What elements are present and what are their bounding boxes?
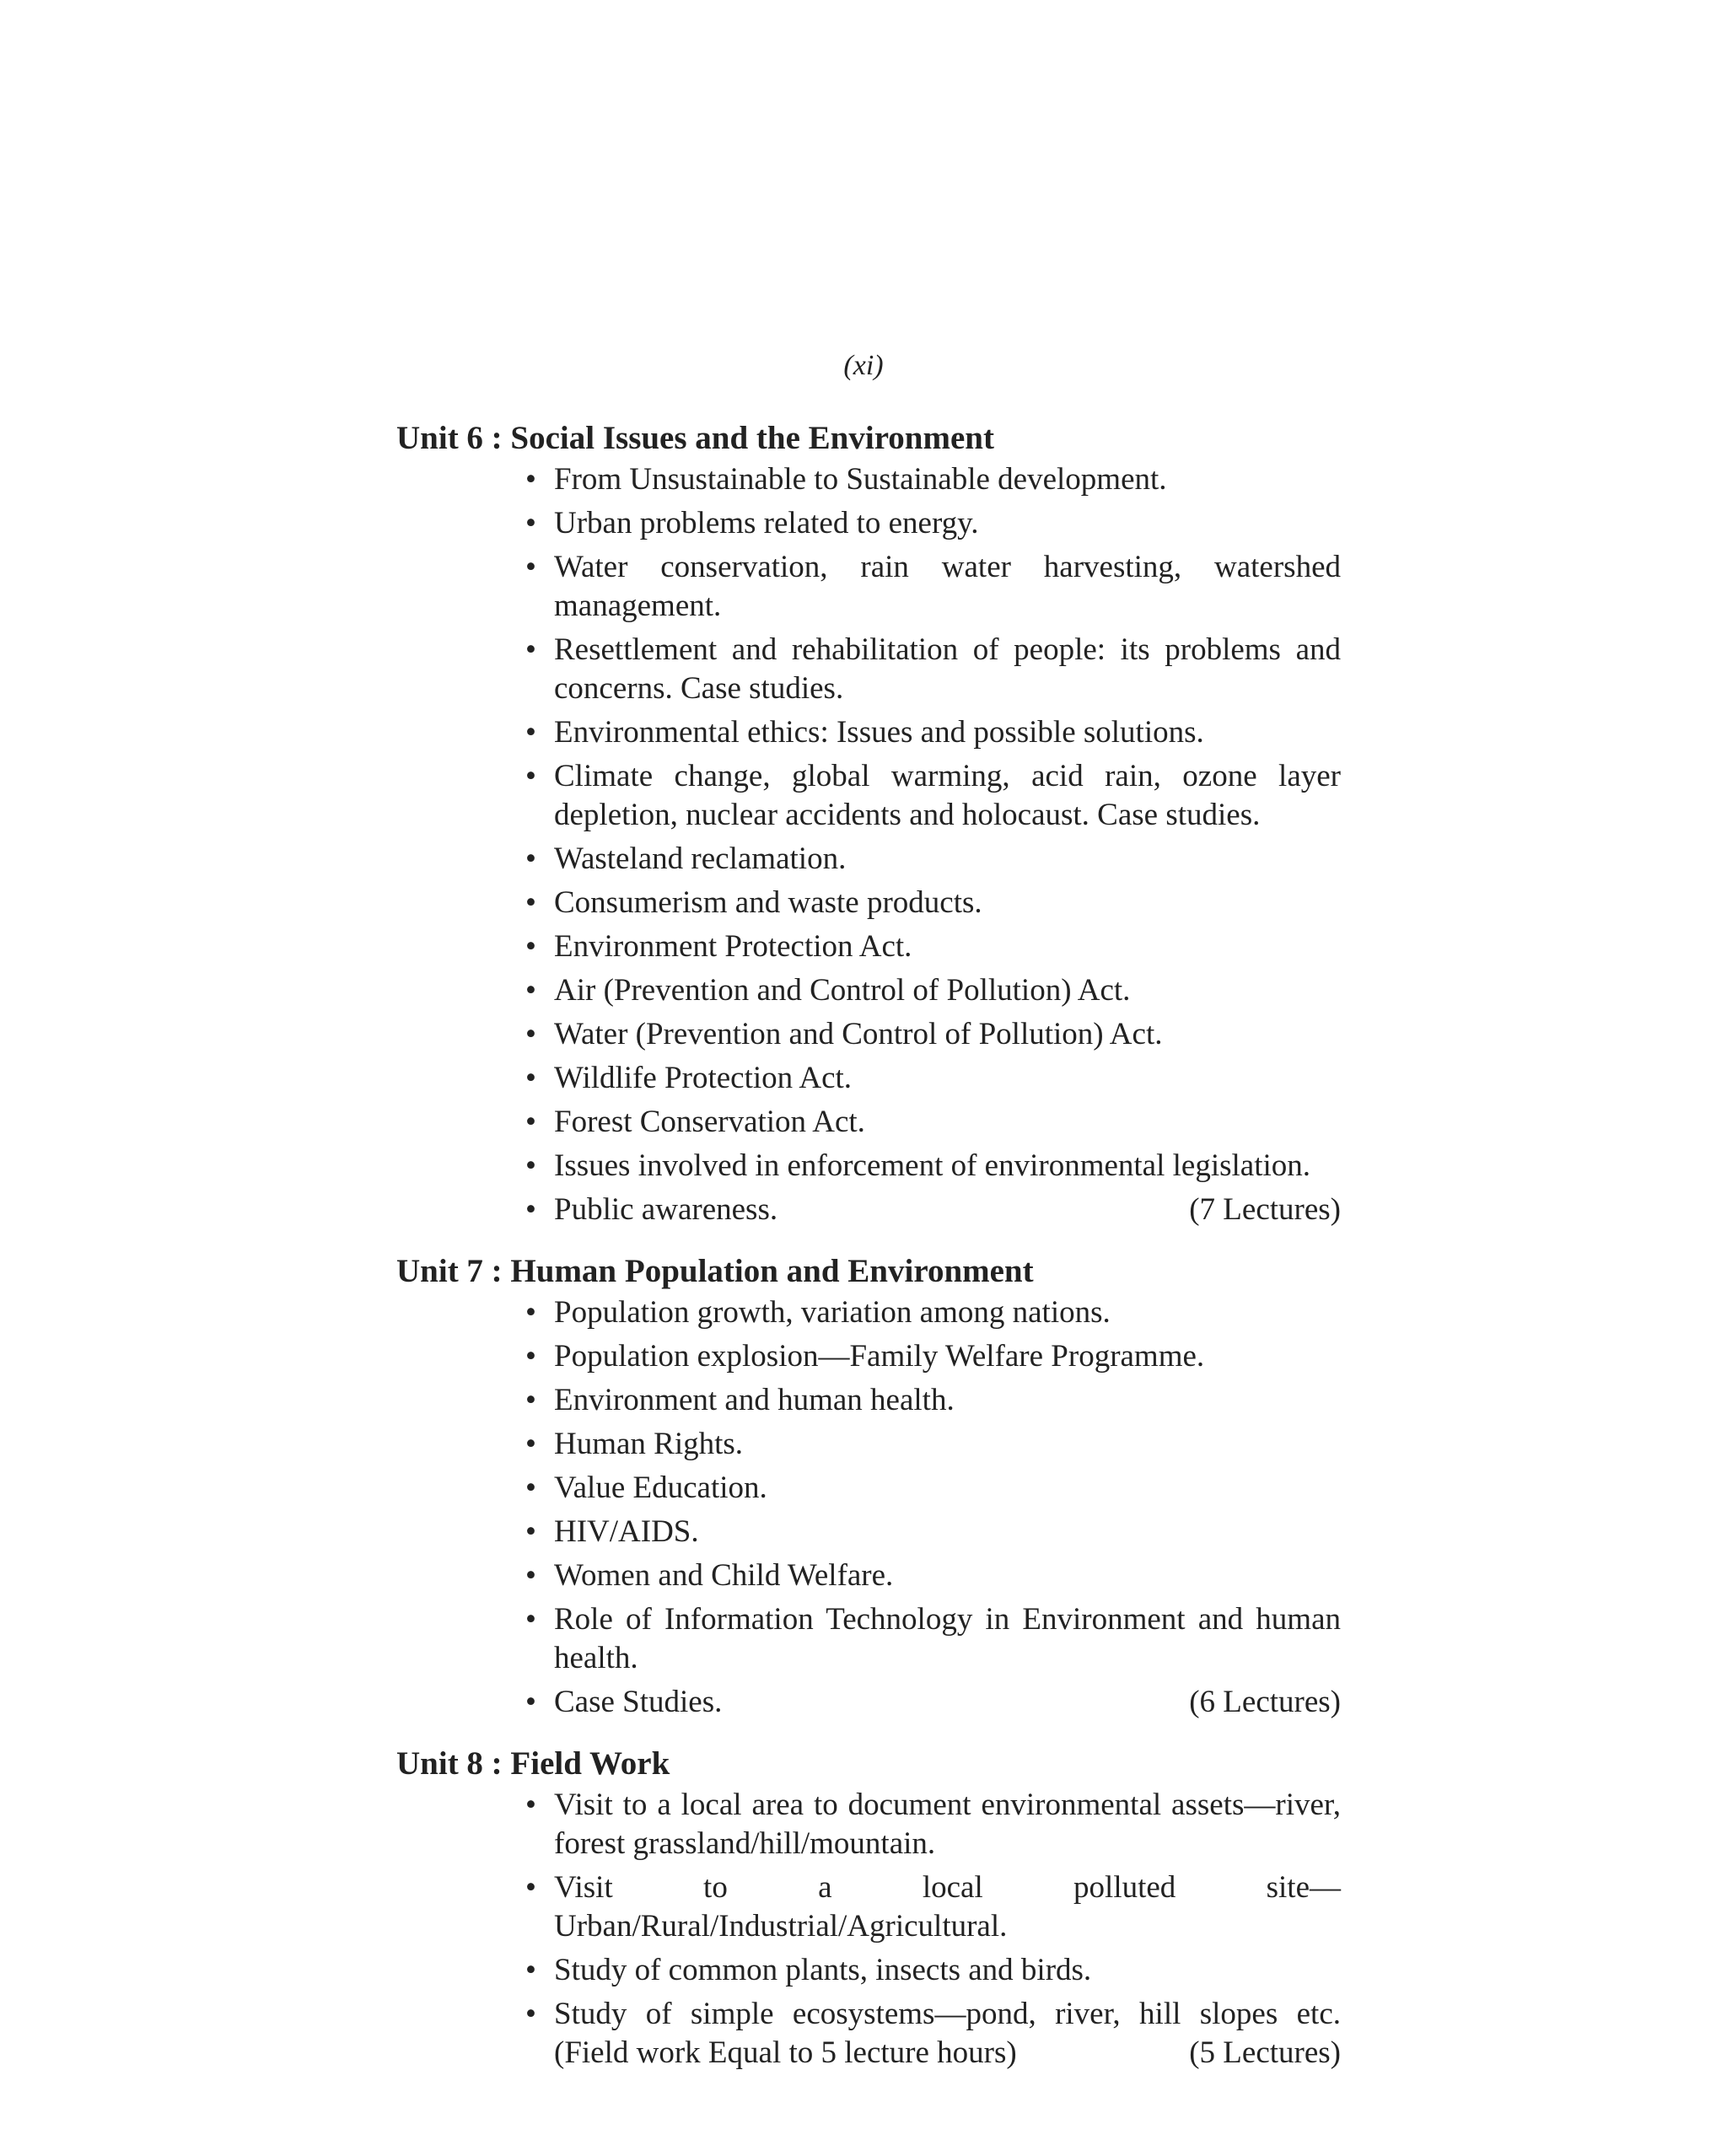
list-item-text: Study of simple ecosystems—pond, river, hill slopes etc. (Field work Equal to 5 lecture hours) bbox=[554, 1997, 1341, 2070]
list-item-text: Water (Prevention and Control of Pollution) Act. bbox=[554, 1017, 1163, 1051]
bullet-icon: • bbox=[525, 1383, 536, 1417]
bullet-icon: • bbox=[525, 1558, 536, 1593]
list-item-text: Population explosion—Family Welfare Programme. bbox=[554, 1339, 1205, 1374]
bullet-icon: • bbox=[525, 1514, 536, 1549]
list-item-text: Environment and human health. bbox=[554, 1383, 955, 1417]
lecture-count: (7 Lectures) bbox=[1189, 1192, 1341, 1227]
topic-list bbox=[396, 460, 1341, 1229]
list-item-text: Visit to a local area to document environmental assets—river, forest grassland/hill/mountain. bbox=[554, 1788, 1341, 1861]
list-item-text: Consumerism and waste products. bbox=[554, 885, 982, 920]
list-item-text: Women and Child Welfare. bbox=[554, 1558, 894, 1593]
bullet-icon: • bbox=[525, 1427, 536, 1461]
topic-list bbox=[396, 1293, 1341, 1722]
list-item bbox=[525, 1995, 1341, 2073]
bullet-icon: • bbox=[525, 973, 536, 1008]
topic-list bbox=[396, 1786, 1341, 2073]
list-item bbox=[525, 927, 1341, 966]
list-item-text: Water conservation, rain water harvesting, watershed management. bbox=[554, 550, 1341, 623]
list-item bbox=[525, 1381, 1341, 1420]
list-item bbox=[525, 757, 1341, 835]
bullet-icon: • bbox=[525, 929, 536, 964]
list-item bbox=[525, 1786, 1341, 1863]
bullet-icon: • bbox=[525, 1061, 536, 1095]
list-item-text: Environment Protection Act. bbox=[554, 929, 912, 964]
list-item bbox=[525, 1469, 1341, 1508]
unit-title: Unit 7 : Human Population and Environment bbox=[396, 1253, 1034, 1289]
list-item bbox=[525, 631, 1341, 708]
list-item-text: Air (Prevention and Control of Pollution) Act. bbox=[554, 973, 1131, 1008]
list-item-text: Forest Conservation Act. bbox=[554, 1105, 865, 1139]
bullet-icon: • bbox=[525, 462, 536, 497]
list-item-text: Population growth, variation among nations. bbox=[554, 1295, 1111, 1330]
bullet-icon: • bbox=[525, 1685, 536, 1719]
list-item bbox=[525, 1557, 1341, 1595]
bullet-icon: • bbox=[525, 885, 536, 920]
list-item-text: HIV/AIDS. bbox=[554, 1514, 699, 1549]
unit-7 bbox=[396, 1250, 1341, 1722]
unit-6 bbox=[396, 417, 1341, 1229]
bullet-icon: • bbox=[525, 1997, 536, 2031]
bullet-icon: • bbox=[525, 550, 536, 584]
lecture-count: (6 Lectures) bbox=[1189, 1685, 1341, 1719]
list-item bbox=[525, 1337, 1341, 1376]
list-item-text: Case Studies. bbox=[554, 1685, 723, 1719]
list-item-text: Climate change, global warming, acid rain, ozone layer depletion, nuclear accidents and holocaust. Case studies. bbox=[554, 759, 1341, 832]
list-item bbox=[525, 1147, 1341, 1186]
bullet-icon: • bbox=[525, 1105, 536, 1139]
bullet-icon: • bbox=[525, 1017, 536, 1051]
bullet-icon: • bbox=[525, 759, 536, 793]
bullet-icon: • bbox=[525, 632, 536, 667]
bullet-icon: • bbox=[525, 1602, 536, 1637]
list-item bbox=[525, 548, 1341, 626]
bullet-icon: • bbox=[525, 715, 536, 750]
bullet-icon: • bbox=[525, 506, 536, 540]
bullet-icon: • bbox=[525, 1870, 536, 1905]
list-item bbox=[525, 1103, 1341, 1142]
list-item-text: Wildlife Protection Act. bbox=[554, 1061, 853, 1095]
lecture-count: (5 Lectures) bbox=[1189, 2035, 1341, 2070]
list-item bbox=[525, 1600, 1341, 1678]
list-item bbox=[525, 1868, 1341, 1946]
unit-title: Unit 8 : Field Work bbox=[396, 1745, 670, 1782]
list-item bbox=[525, 971, 1341, 1010]
list-item bbox=[525, 1059, 1341, 1098]
list-item bbox=[525, 1293, 1341, 1332]
list-item bbox=[525, 1951, 1341, 1990]
syllabus-content bbox=[396, 417, 1341, 2078]
list-item-text: Urban problems related to energy. bbox=[554, 506, 979, 540]
list-item-text: Resettlement and rehabilitation of people: its problems and concerns. Case studies. bbox=[554, 632, 1341, 706]
bullet-icon: • bbox=[525, 1192, 536, 1227]
list-item bbox=[525, 1513, 1341, 1551]
list-item-text: From Unsustainable to Sustainable development. bbox=[554, 462, 1167, 497]
list-item bbox=[525, 840, 1341, 879]
bullet-icon: • bbox=[525, 1339, 536, 1374]
list-item-text: Role of Information Technology in Environment and human health. bbox=[554, 1602, 1341, 1675]
list-item-text: Study of common plants, insects and birds. bbox=[554, 1953, 1092, 1987]
bullet-icon: • bbox=[525, 1788, 536, 1822]
bullet-icon: • bbox=[525, 841, 536, 876]
unit-8 bbox=[396, 1742, 1341, 2073]
list-item bbox=[525, 460, 1341, 499]
list-item bbox=[525, 884, 1341, 922]
list-item-text: Wasteland reclamation. bbox=[554, 841, 847, 876]
list-item bbox=[525, 504, 1341, 543]
unit-title: Unit 6 : Social Issues and the Environment bbox=[396, 420, 994, 456]
page-number: (xi) bbox=[843, 350, 884, 381]
bullet-icon: • bbox=[525, 1148, 536, 1183]
list-item-text: Issues involved in enforcement of environmental legislation. bbox=[554, 1148, 1311, 1183]
list-item-text: Public awareness. bbox=[554, 1192, 778, 1227]
list-item bbox=[525, 713, 1341, 752]
list-item bbox=[525, 1191, 1341, 1229]
list-item bbox=[525, 1425, 1341, 1464]
bullet-icon: • bbox=[525, 1470, 536, 1505]
list-item bbox=[525, 1015, 1341, 1054]
list-item bbox=[525, 1683, 1341, 1722]
bullet-icon: • bbox=[525, 1295, 536, 1330]
list-item-text: Visit to a local polluted site—Urban/Rural/Industrial/Agricultural. bbox=[554, 1870, 1341, 1944]
list-item-text: Value Education. bbox=[554, 1470, 767, 1505]
bullet-icon: • bbox=[525, 1953, 536, 1987]
list-item-text: Environmental ethics: Issues and possible solutions. bbox=[554, 715, 1204, 750]
list-item-text: Human Rights. bbox=[554, 1427, 744, 1461]
